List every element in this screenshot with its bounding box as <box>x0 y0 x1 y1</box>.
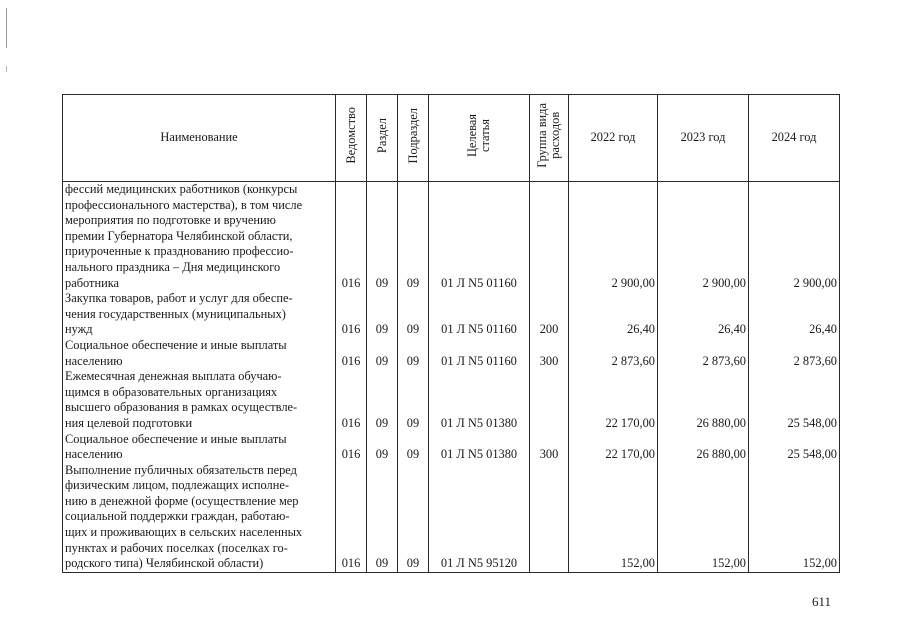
row-2023: 152,00 <box>658 463 749 573</box>
row-2023: 2 900,00 <box>658 182 749 292</box>
row-2023: 26 880,00 <box>658 369 749 431</box>
row-podrazdel: 09 <box>398 463 429 573</box>
table-row <box>63 338 840 369</box>
header-2024: 2024 год <box>749 95 840 182</box>
row-group <box>530 182 569 292</box>
row-name: Ежемесячная денежная выплата обучаю- щимся в образовательных организациях высшего образования в рамках осуществле- ния целевой подготовки <box>63 369 336 431</box>
table-row <box>63 369 840 431</box>
row-2024: 2 900,00 <box>749 182 840 292</box>
table-row <box>63 291 840 338</box>
row-vedomstvo: 016 <box>336 369 367 431</box>
row-2022: 22 170,00 <box>569 369 658 431</box>
header-name: Наименование <box>63 95 336 182</box>
row-2024: 25 548,00 <box>749 369 840 431</box>
row-2023: 26 880,00 <box>658 432 749 463</box>
row-podrazdel: 09 <box>398 338 429 369</box>
header-target: Целевая статья <box>429 95 530 182</box>
scan-edge-mark <box>6 8 7 48</box>
row-name: Выполнение публичных обязательств перед физическим лицом, подлежащих исполне- нию в денежной форме (осуществление мер социальной поддержки граждан, работаю- щих и проживающих в сельских населенных пунктах и рабочих поселках (поселках го- родского типа) Челябинской области) <box>63 463 336 573</box>
row-group <box>530 369 569 431</box>
row-2022: 2 873,60 <box>569 338 658 369</box>
row-razdel: 09 <box>367 291 398 338</box>
row-group: 200 <box>530 291 569 338</box>
row-podrazdel: 09 <box>398 432 429 463</box>
row-razdel: 09 <box>367 182 398 292</box>
row-name: Закупка товаров, работ и услуг для обеспе- чения государственных (муниципальных) нужд <box>63 291 336 338</box>
table-row <box>63 432 840 463</box>
row-razdel: 09 <box>367 432 398 463</box>
row-name: Социальное обеспечение и иные выплаты населению <box>63 338 336 369</box>
row-2022: 22 170,00 <box>569 432 658 463</box>
header-2023: 2023 год <box>658 95 749 182</box>
row-name: фессий медицинских работников (конкурсы профессионального мастерства), в том числе мероприятия по подготовке и вручению премии Губернатора Челябинской области, приуроченные к празднованию профессио- нального праздника – Дня медицинского работника <box>63 182 336 292</box>
budget-table <box>62 94 840 573</box>
table-row <box>63 182 840 292</box>
row-2023: 2 873,60 <box>658 338 749 369</box>
row-target: 01 Л N5 01160 <box>429 291 530 338</box>
row-vedomstvo: 016 <box>336 463 367 573</box>
table-row <box>63 463 840 573</box>
row-2024: 152,00 <box>749 463 840 573</box>
row-target: 01 Л N5 01160 <box>429 182 530 292</box>
row-group: 300 <box>530 338 569 369</box>
table-header-row <box>63 95 840 182</box>
row-2022: 2 900,00 <box>569 182 658 292</box>
row-vedomstvo: 016 <box>336 338 367 369</box>
row-podrazdel: 09 <box>398 291 429 338</box>
row-target: 01 Л N5 95120 <box>429 463 530 573</box>
row-vedomstvo: 016 <box>336 291 367 338</box>
row-podrazdel: 09 <box>398 182 429 292</box>
row-target: 01 Л N5 01380 <box>429 432 530 463</box>
header-vedomstvo: Ведомство <box>336 95 367 182</box>
row-target: 01 Л N5 01380 <box>429 369 530 431</box>
row-razdel: 09 <box>367 463 398 573</box>
row-group <box>530 463 569 573</box>
header-2022: 2022 год <box>569 95 658 182</box>
page-number: 611 <box>812 594 832 609</box>
row-target: 01 Л N5 01160 <box>429 338 530 369</box>
header-razdel: Раздел <box>367 95 398 182</box>
row-name: Социальное обеспечение и иные выплаты населению <box>63 432 336 463</box>
row-group: 300 <box>530 432 569 463</box>
header-group: Группа вида расходов <box>530 95 569 182</box>
row-2024: 2 873,60 <box>749 338 840 369</box>
row-2024: 25 548,00 <box>749 432 840 463</box>
row-2024: 26,40 <box>749 291 840 338</box>
row-vedomstvo: 016 <box>336 432 367 463</box>
scan-edge-mark-small <box>6 66 7 72</box>
row-vedomstvo: 016 <box>336 182 367 292</box>
row-razdel: 09 <box>367 338 398 369</box>
row-podrazdel: 09 <box>398 369 429 431</box>
header-podrazdel: Подраздел <box>398 95 429 182</box>
row-2023: 26,40 <box>658 291 749 338</box>
row-razdel: 09 <box>367 369 398 431</box>
row-2022: 152,00 <box>569 463 658 573</box>
row-2022: 26,40 <box>569 291 658 338</box>
